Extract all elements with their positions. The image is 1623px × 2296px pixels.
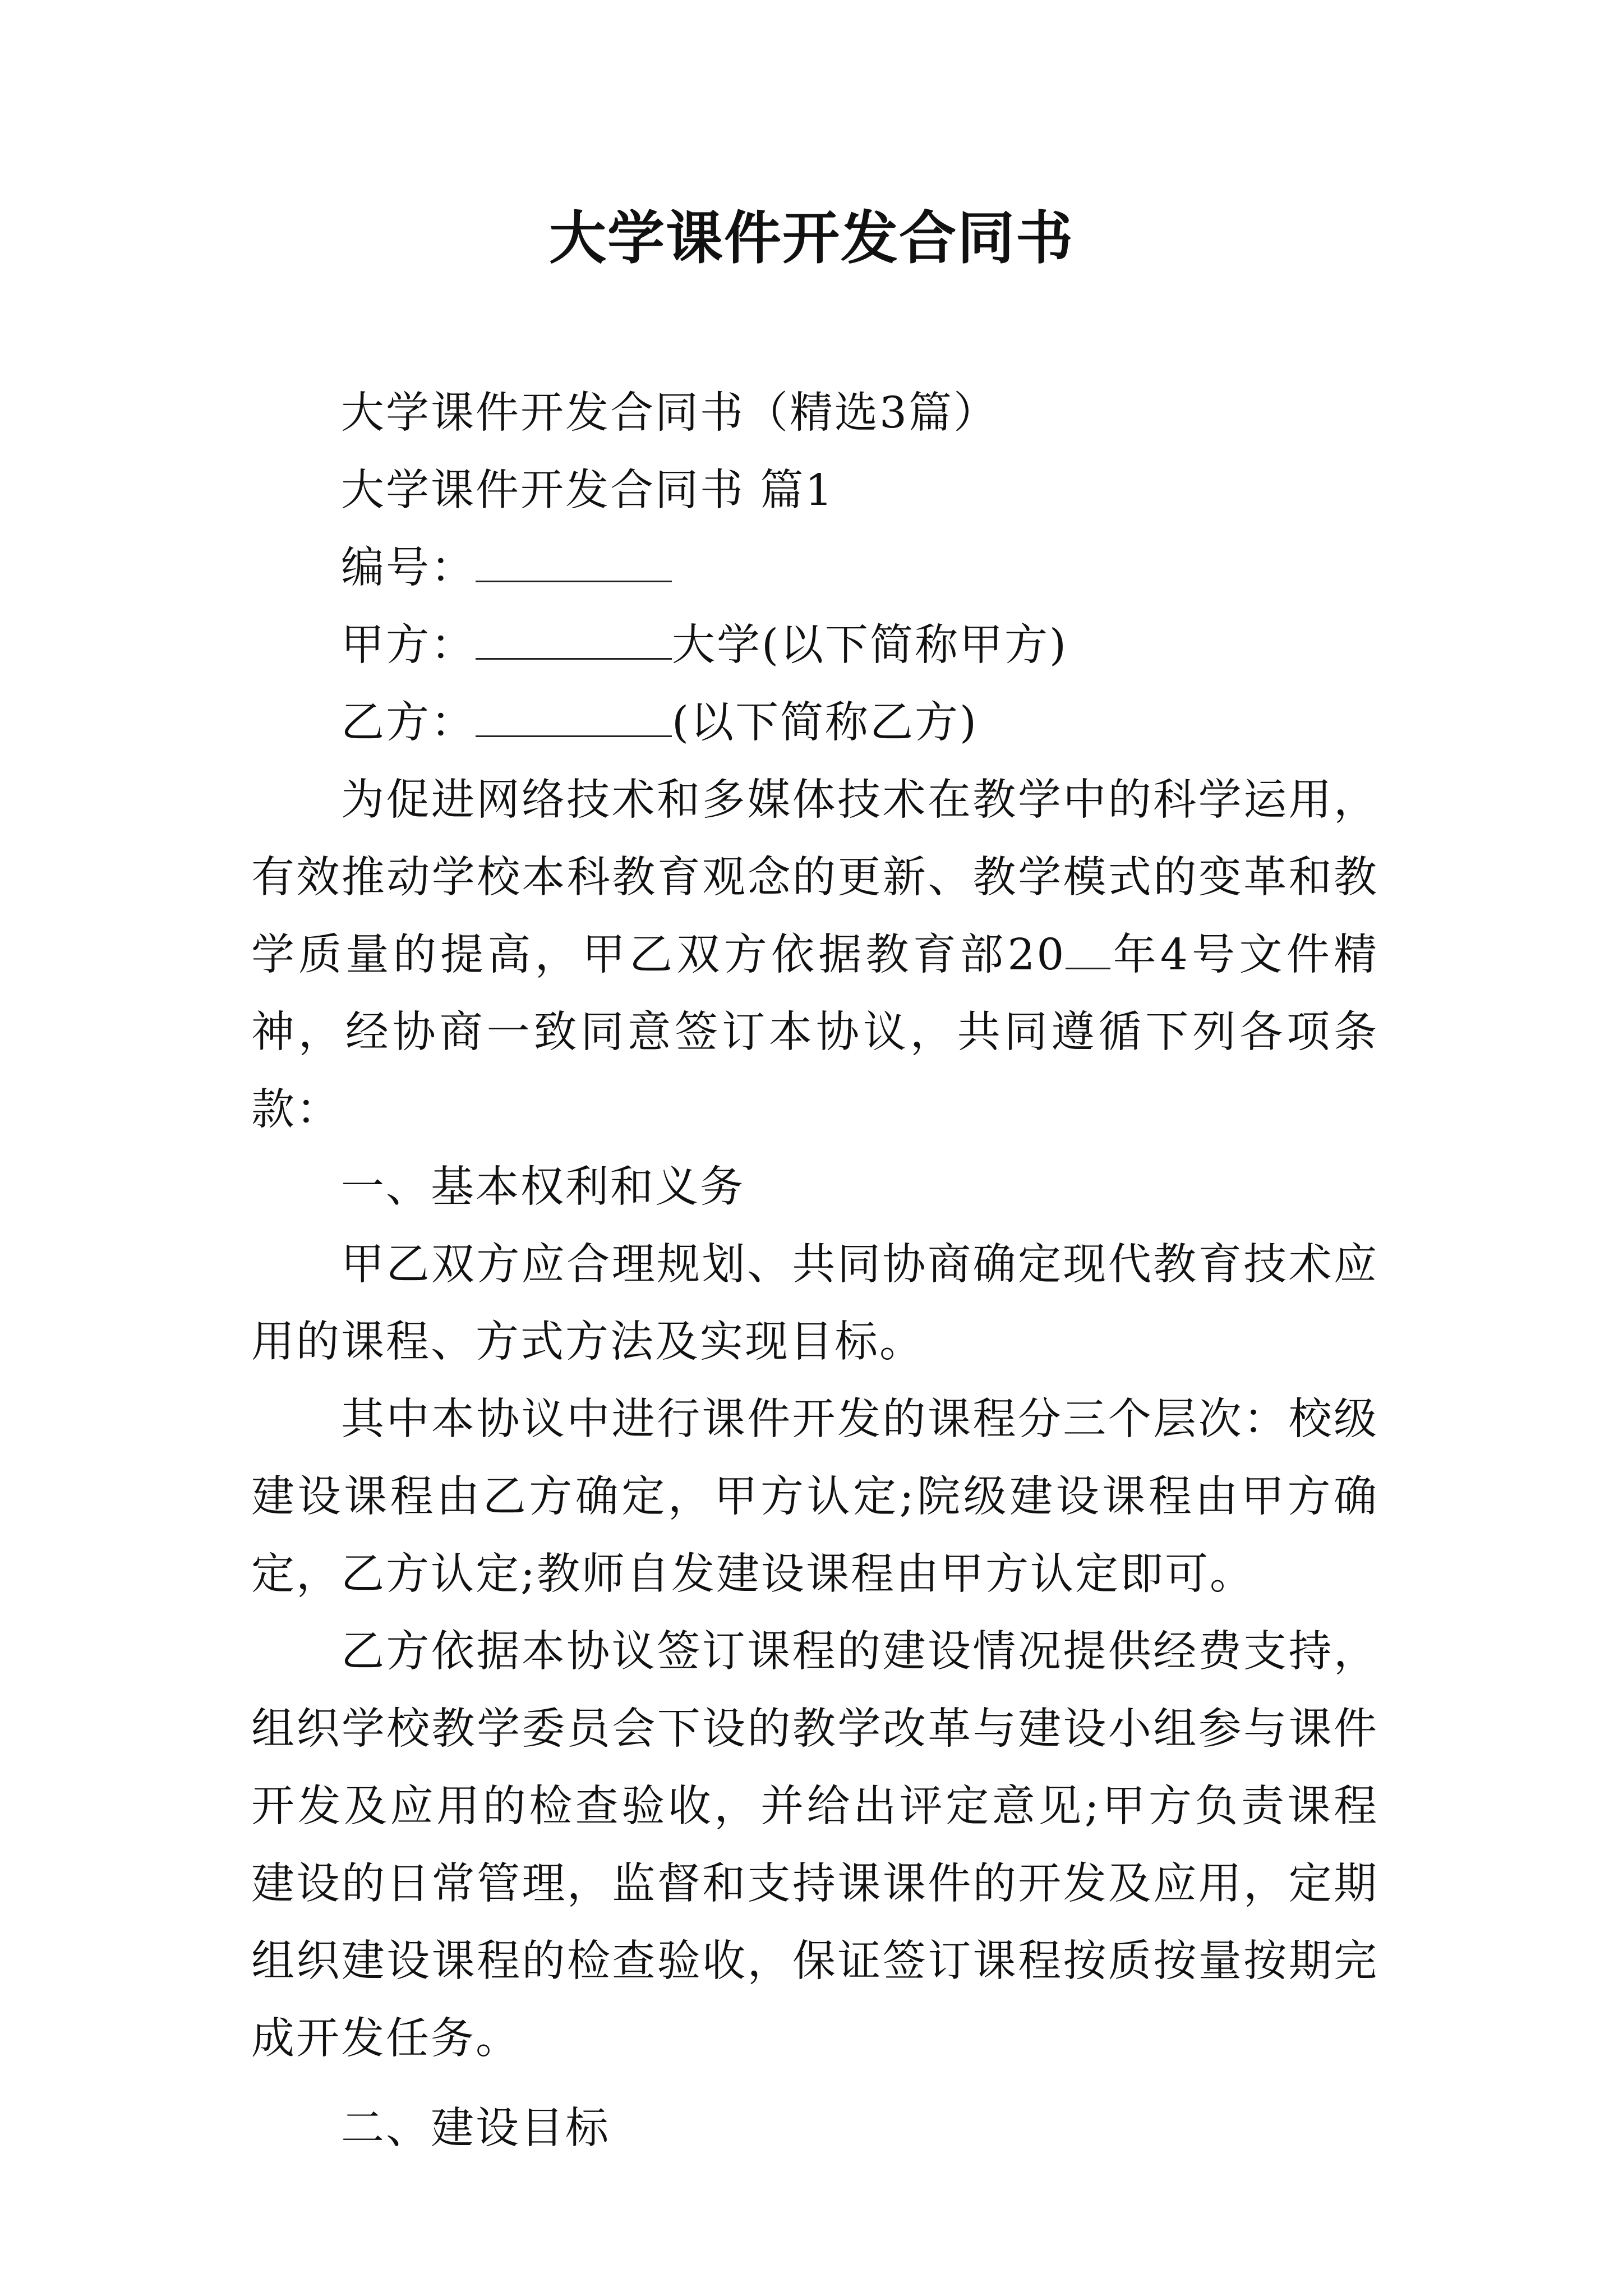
section-heading: 大学课件开发合同书 篇1 bbox=[341, 466, 834, 516]
party-b-line bbox=[251, 684, 1378, 762]
document-title: 大学课件开发合同书 bbox=[549, 205, 1074, 272]
party-b-suffix: (以下简称乙方) bbox=[672, 698, 979, 748]
document-body bbox=[251, 375, 1378, 2168]
number-line bbox=[251, 530, 1378, 607]
number-blank bbox=[476, 545, 672, 582]
number-label: 编号： bbox=[341, 543, 476, 593]
year-blank bbox=[1066, 932, 1110, 969]
party-a-line bbox=[251, 607, 1378, 684]
intro-text-2: 年4号文件精神，经协商一致同意签订本协议，共同遵循下列各项条款： bbox=[251, 930, 1378, 1135]
heading-rights: 一、基本权利和义务 bbox=[341, 1162, 745, 1212]
party-b-blank bbox=[476, 700, 672, 737]
subtitle-line: 大学课件开发合同书（精选3篇） bbox=[341, 388, 998, 438]
paragraph-planning: 甲乙双方应合理规划、共同协商确定现代教育技术应用的课程、方式方法及实现目标。 bbox=[251, 1240, 1378, 1367]
paragraph-funding: 乙方依据本协议签订课程的建设情况提供经费支持，组织学校教学委员会下设的教学改革与建设小组参与课件开发及应用的检查验收，并给出评定意见;甲方负责课程建设的日常管理，监督和支持课课件的开发及应用，定期组织建设课程的检查验收，保证签订课程按质按量按期完成开发任务。 bbox=[251, 1627, 1378, 2064]
intro-text-1: 为促进网络技术和多媒体技术在教学中的科学运用，有效推动学校本科教育观念的更新、教学模式的变革和教学质量的提高，甲乙双方依据教育部20 bbox=[251, 775, 1378, 980]
party-a-label: 甲方： bbox=[341, 620, 476, 670]
paragraph-levels: 其中本协议中进行课件开发的课程分三个层次：校级建设课程由乙方确定，甲方认定;院级建设课程由甲方确定，乙方认定;教师自发建设课程由甲方认定即可。 bbox=[251, 1395, 1378, 1599]
intro-paragraph bbox=[251, 762, 1378, 1149]
heading-goals: 二、建设目标 bbox=[341, 2104, 610, 2154]
party-a-suffix: 大学(以下简称甲方) bbox=[672, 620, 1068, 670]
spacer bbox=[251, 2078, 1378, 2090]
party-b-label: 乙方： bbox=[341, 698, 476, 748]
party-a-blank bbox=[476, 622, 672, 660]
